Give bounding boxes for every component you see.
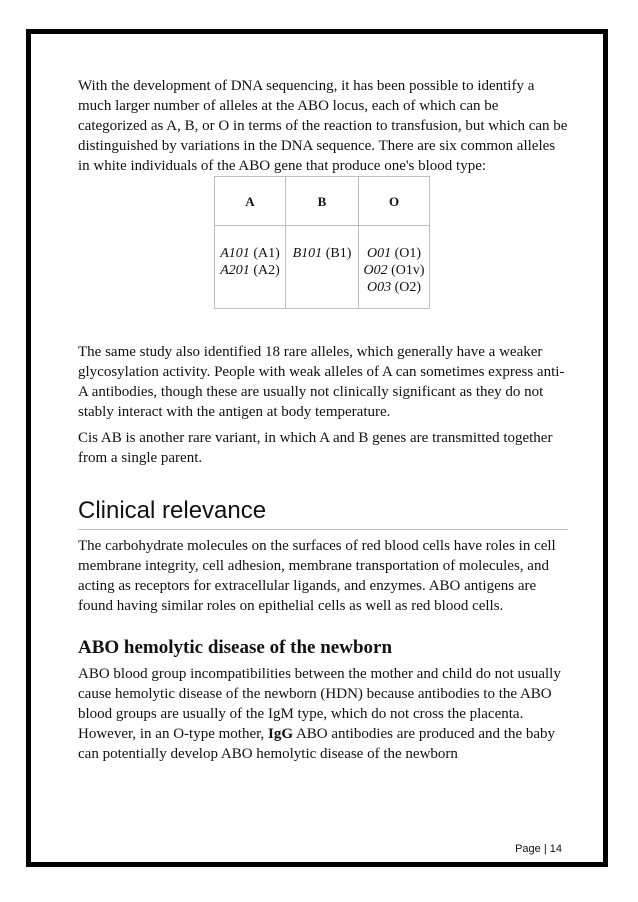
allele-entry bbox=[361, 245, 427, 262]
header-o: O bbox=[359, 177, 430, 226]
page-number: Page | 14 bbox=[515, 843, 562, 855]
allele-name: A201 bbox=[220, 263, 250, 278]
clinical-relevance-heading: Clinical relevance bbox=[78, 497, 568, 530]
allele-entry bbox=[217, 262, 283, 279]
allele-entry bbox=[217, 245, 283, 262]
allele-name: A101 bbox=[220, 246, 250, 261]
allele-name: B101 bbox=[292, 246, 323, 261]
allele-code: (A1) bbox=[253, 246, 280, 261]
allele-code: (O1) bbox=[394, 246, 422, 261]
allele-name: O02 bbox=[363, 263, 388, 278]
hdn-paragraph bbox=[78, 664, 568, 764]
header-a: A bbox=[215, 177, 286, 226]
page-content bbox=[78, 76, 568, 770]
allele-entry bbox=[361, 262, 427, 279]
igg-bold-term: IgG bbox=[268, 726, 294, 742]
intro-paragraph: With the development of DNA sequencing, it has been possible to identify a much larger number of alleles at the ABO locus, each of which can be categorized as A, B, or O in terms of the reaction to transfusion, but which can be distinguished by variations in the DNA sequence. There are six common alleles in white individuals of the ABO gene that produce one's blood type: bbox=[78, 78, 568, 174]
hdn-text-end: ABO antibodies are produced and the baby can potentially develop ABO hemolytic disease of the newborn bbox=[78, 726, 556, 762]
cis-ab-paragraph: Cis AB is another rare variant, in which A and B genes are transmitted together from a single parent. bbox=[78, 430, 553, 466]
rare-alleles-paragraph: The same study also identified 18 rare alleles, which generally have a weaker glycosylation activity. People with weak alleles of A can sometimes express anti-A antibodies, though these are usually not clinically significant as they do not stably interact with the antigen at body temperature. bbox=[78, 344, 565, 420]
cell-o-alleles bbox=[359, 226, 430, 309]
header-b: B bbox=[286, 177, 359, 226]
hdn-text-start: ABO blood group incompatibilities between the mother and child do not usually cause hemolytic disease of the newborn (HDN) because antibodies to the ABO blood groups are usually of the IgM type, which do not cross the placenta. However, in an O-type mother, bbox=[78, 666, 561, 742]
hdn-heading: ABO hemolytic disease of the newborn bbox=[78, 637, 393, 658]
cell-a-alleles bbox=[215, 226, 286, 309]
allele-table-header-row bbox=[215, 177, 430, 226]
allele-code: (O1v) bbox=[391, 263, 425, 278]
clinical-paragraph: The carbohydrate molecules on the surfaces of red blood cells have roles in cell membrane integrity, cell adhesion, membrane transportation of molecules, and acting as receptors for extracellular ligands, and enzymes. ABO antigens are found having similar roles on epithelial cells as well as red blood cells. bbox=[78, 538, 556, 614]
allele-name: O01 bbox=[366, 246, 392, 261]
allele-code: (O2) bbox=[394, 280, 422, 295]
allele-code: (B1) bbox=[325, 246, 352, 261]
allele-name: O03 bbox=[366, 280, 392, 295]
allele-table bbox=[214, 176, 430, 309]
allele-table-row bbox=[215, 226, 430, 309]
cell-b-alleles bbox=[286, 226, 359, 309]
allele-entry bbox=[288, 245, 356, 262]
allele-code: (A2) bbox=[253, 263, 280, 278]
allele-entry bbox=[361, 279, 427, 296]
